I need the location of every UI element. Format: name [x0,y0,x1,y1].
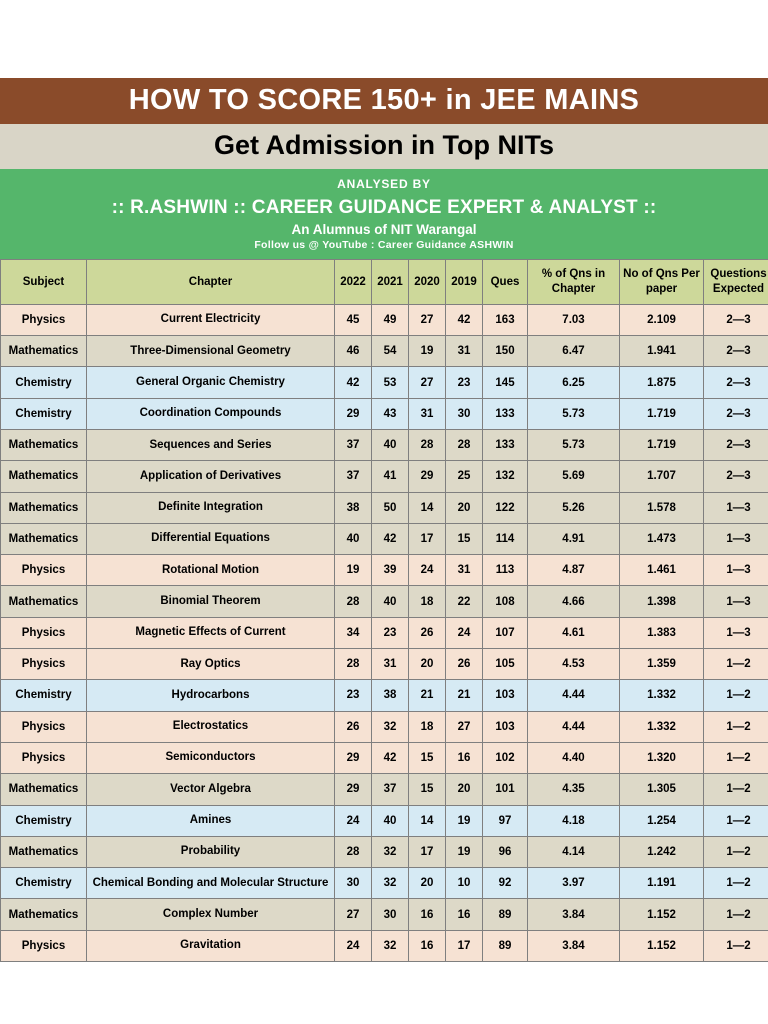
cell-2019: 15 [446,523,483,554]
cell-expected: 2—3 [704,398,768,429]
cell-2019: 25 [446,461,483,492]
cell-2020: 21 [409,680,446,711]
cell-2019: 21 [446,680,483,711]
cell-2021: 32 [372,836,409,867]
cell-percent: 4.40 [528,742,620,773]
table-row [1,304,768,335]
cell-ques: 133 [483,398,528,429]
column-header-2022: 2022 [335,259,372,304]
document-subtitle: Get Admission in Top NITs [0,124,768,168]
cell-2022: 29 [335,398,372,429]
cell-ques: 103 [483,711,528,742]
cell-2021: 40 [372,586,409,617]
cell-subject: Chemistry [1,398,87,429]
cell-2019: 19 [446,836,483,867]
cell-2019: 27 [446,711,483,742]
cell-per-paper: 1.332 [620,711,704,742]
cell-subject: Mathematics [1,523,87,554]
cell-2020: 17 [409,523,446,554]
table-row [1,774,768,805]
cell-subject: Chemistry [1,805,87,836]
cell-2021: 43 [372,398,409,429]
cell-per-paper: 1.254 [620,805,704,836]
alumnus-line: An Alumnus of NIT Warangal [291,221,477,237]
cell-subject: Mathematics [1,461,87,492]
cell-percent: 5.26 [528,492,620,523]
cell-2021: 38 [372,680,409,711]
cell-per-paper: 2.109 [620,304,704,335]
cell-chapter: Electrostatics [87,711,335,742]
cell-chapter: Chemical Bonding and Molecular Structure [87,868,335,899]
cell-2022: 29 [335,742,372,773]
cell-expected: 1—2 [704,774,768,805]
cell-chapter: Three-Dimensional Geometry [87,336,335,367]
cell-percent: 6.25 [528,367,620,398]
cell-chapter: Current Electricity [87,304,335,335]
cell-2022: 46 [335,336,372,367]
cell-2020: 16 [409,899,446,930]
cell-2020: 17 [409,836,446,867]
cell-subject: Chemistry [1,680,87,711]
cell-ques: 145 [483,367,528,398]
cell-chapter: Rotational Motion [87,555,335,586]
cell-per-paper: 1.383 [620,617,704,648]
cell-per-paper: 1.191 [620,868,704,899]
cell-2022: 37 [335,461,372,492]
cell-subject: Mathematics [1,429,87,460]
document-title: HOW TO SCORE 150+ in JEE MAINS [0,78,768,124]
cell-per-paper: 1.359 [620,649,704,680]
cell-2019: 20 [446,492,483,523]
cell-percent: 4.35 [528,774,620,805]
cell-percent: 6.47 [528,336,620,367]
cell-2022: 26 [335,711,372,742]
cell-subject: Physics [1,742,87,773]
cell-2022: 37 [335,429,372,460]
cell-2020: 15 [409,774,446,805]
cell-expected: 2—3 [704,429,768,460]
table-row [1,899,768,930]
cell-2021: 49 [372,304,409,335]
column-header-qns-per-paper: No of Qns Per paper [620,259,704,304]
table-row [1,398,768,429]
column-header-percent-qns: % of Qns in Chapter [528,259,620,304]
cell-chapter: Ray Optics [87,649,335,680]
cell-ques: 108 [483,586,528,617]
cell-chapter: Coordination Compounds [87,398,335,429]
cell-ques: 103 [483,680,528,711]
column-header-2019: 2019 [446,259,483,304]
cell-2021: 42 [372,742,409,773]
cell-2020: 26 [409,617,446,648]
cell-chapter: Magnetic Effects of Current [87,617,335,648]
cell-expected: 1—3 [704,523,768,554]
cell-2019: 28 [446,429,483,460]
cell-2021: 30 [372,899,409,930]
table-row [1,367,768,398]
top-margin [0,0,768,78]
cell-expected: 1—2 [704,836,768,867]
cell-2020: 28 [409,429,446,460]
cell-subject: Physics [1,711,87,742]
cell-2020: 20 [409,868,446,899]
cell-chapter: Gravitation [87,930,335,961]
cell-expected: 1—2 [704,930,768,961]
cell-ques: 101 [483,774,528,805]
cell-percent: 7.03 [528,304,620,335]
cell-ques: 150 [483,336,528,367]
cell-2021: 23 [372,617,409,648]
cell-ques: 97 [483,805,528,836]
cell-ques: 102 [483,742,528,773]
column-header-2020: 2020 [409,259,446,304]
cell-ques: 132 [483,461,528,492]
cell-chapter: Probability [87,836,335,867]
cell-2020: 29 [409,461,446,492]
cell-expected: 2—3 [704,304,768,335]
cell-per-paper: 1.578 [620,492,704,523]
cell-2022: 24 [335,930,372,961]
cell-2021: 41 [372,461,409,492]
cell-ques: 96 [483,836,528,867]
cell-per-paper: 1.461 [620,555,704,586]
cell-expected: 1—3 [704,617,768,648]
table-row [1,555,768,586]
table-body [1,304,768,961]
cell-ques: 114 [483,523,528,554]
cell-chapter: Binomial Theorem [87,586,335,617]
cell-per-paper: 1.707 [620,461,704,492]
cell-expected: 2—3 [704,367,768,398]
cell-per-paper: 1.719 [620,429,704,460]
cell-2021: 54 [372,336,409,367]
cell-percent: 5.69 [528,461,620,492]
table-row [1,680,768,711]
cell-percent: 4.53 [528,649,620,680]
cell-2022: 40 [335,523,372,554]
cell-percent: 4.44 [528,711,620,742]
cell-2019: 30 [446,398,483,429]
cell-ques: 107 [483,617,528,648]
cell-2022: 28 [335,649,372,680]
cell-subject: Physics [1,930,87,961]
cell-percent: 3.97 [528,868,620,899]
cell-subject: Mathematics [1,336,87,367]
cell-2019: 16 [446,899,483,930]
cell-chapter: Amines [87,805,335,836]
cell-chapter: Application of Derivatives [87,461,335,492]
analysed-by-label: ANALYSED BY [337,176,431,191]
cell-expected: 1—2 [704,868,768,899]
cell-chapter: Semiconductors [87,742,335,773]
cell-percent: 3.84 [528,930,620,961]
cell-percent: 4.66 [528,586,620,617]
credits-banner [0,169,768,259]
chapter-weightage-table [0,259,768,962]
cell-per-paper: 1.242 [620,836,704,867]
cell-2019: 10 [446,868,483,899]
cell-subject: Chemistry [1,367,87,398]
cell-2022: 19 [335,555,372,586]
cell-2022: 27 [335,899,372,930]
cell-2022: 29 [335,774,372,805]
cell-2022: 28 [335,586,372,617]
cell-2019: 31 [446,336,483,367]
cell-chapter: Definite Integration [87,492,335,523]
table-row [1,586,768,617]
cell-per-paper: 1.719 [620,398,704,429]
cell-per-paper: 1.320 [620,742,704,773]
table-row [1,742,768,773]
cell-2021: 37 [372,774,409,805]
cell-per-paper: 1.332 [620,680,704,711]
table-row [1,805,768,836]
cell-2020: 15 [409,742,446,773]
cell-chapter: Sequences and Series [87,429,335,460]
cell-2021: 32 [372,930,409,961]
cell-2019: 42 [446,304,483,335]
cell-2020: 27 [409,304,446,335]
cell-ques: 133 [483,429,528,460]
column-header-questions-expected: Questions Expected [704,259,768,304]
cell-2021: 50 [372,492,409,523]
cell-expected: 2—3 [704,461,768,492]
cell-2021: 42 [372,523,409,554]
table-row [1,492,768,523]
cell-2020: 19 [409,336,446,367]
table-row [1,836,768,867]
cell-expected: 1—3 [704,492,768,523]
cell-2022: 45 [335,304,372,335]
cell-2019: 24 [446,617,483,648]
cell-2022: 23 [335,680,372,711]
column-header-ques: Ques [483,259,528,304]
table-header-row [1,259,768,304]
cell-chapter: General Organic Chemistry [87,367,335,398]
table-row [1,429,768,460]
cell-2021: 53 [372,367,409,398]
cell-ques: 122 [483,492,528,523]
cell-expected: 1—2 [704,649,768,680]
cell-2021: 39 [372,555,409,586]
cell-expected: 1—2 [704,899,768,930]
cell-per-paper: 1.941 [620,336,704,367]
cell-per-paper: 1.305 [620,774,704,805]
cell-2019: 26 [446,649,483,680]
cell-2020: 24 [409,555,446,586]
cell-2021: 31 [372,649,409,680]
cell-2020: 31 [409,398,446,429]
follow-line: Follow us @ YouTube : Career Guidance ASHWIN [254,238,514,251]
cell-2021: 40 [372,429,409,460]
cell-chapter: Vector Algebra [87,774,335,805]
cell-ques: 113 [483,555,528,586]
cell-expected: 1—2 [704,680,768,711]
cell-2020: 20 [409,649,446,680]
cell-per-paper: 1.875 [620,367,704,398]
cell-subject: Mathematics [1,899,87,930]
cell-percent: 4.18 [528,805,620,836]
cell-2020: 16 [409,930,446,961]
cell-2022: 42 [335,367,372,398]
cell-2021: 32 [372,711,409,742]
column-header-subject: Subject [1,259,87,304]
cell-per-paper: 1.152 [620,930,704,961]
cell-2020: 18 [409,711,446,742]
cell-2022: 30 [335,868,372,899]
cell-expected: 2—3 [704,336,768,367]
cell-per-paper: 1.398 [620,586,704,617]
cell-2021: 40 [372,805,409,836]
table-row [1,711,768,742]
cell-percent: 5.73 [528,398,620,429]
cell-2020: 14 [409,805,446,836]
column-header-chapter: Chapter [87,259,335,304]
cell-ques: 105 [483,649,528,680]
table-row [1,868,768,899]
cell-per-paper: 1.152 [620,899,704,930]
cell-subject: Chemistry [1,868,87,899]
column-header-2021: 2021 [372,259,409,304]
cell-2019: 22 [446,586,483,617]
cell-2019: 31 [446,555,483,586]
cell-subject: Mathematics [1,586,87,617]
cell-2019: 17 [446,930,483,961]
cell-subject: Mathematics [1,492,87,523]
cell-subject: Physics [1,649,87,680]
table-row [1,617,768,648]
cell-ques: 89 [483,930,528,961]
cell-subject: Physics [1,617,87,648]
cell-subject: Mathematics [1,836,87,867]
cell-2021: 32 [372,868,409,899]
cell-2022: 28 [335,836,372,867]
cell-chapter: Hydrocarbons [87,680,335,711]
cell-percent: 4.44 [528,680,620,711]
cell-2022: 38 [335,492,372,523]
cell-percent: 4.14 [528,836,620,867]
cell-2022: 34 [335,617,372,648]
cell-subject: Mathematics [1,774,87,805]
cell-2019: 23 [446,367,483,398]
cell-percent: 3.84 [528,899,620,930]
cell-expected: 1—2 [704,711,768,742]
cell-expected: 1—3 [704,586,768,617]
cell-2019: 16 [446,742,483,773]
cell-chapter: Complex Number [87,899,335,930]
table-row [1,336,768,367]
cell-2022: 24 [335,805,372,836]
cell-percent: 4.61 [528,617,620,648]
cell-2019: 20 [446,774,483,805]
table-row [1,930,768,961]
cell-2019: 19 [446,805,483,836]
cell-2020: 18 [409,586,446,617]
cell-expected: 1—3 [704,555,768,586]
cell-ques: 163 [483,304,528,335]
cell-percent: 4.91 [528,523,620,554]
cell-2020: 27 [409,367,446,398]
cell-chapter: Differential Equations [87,523,335,554]
cell-expected: 1—2 [704,805,768,836]
table-row [1,461,768,492]
cell-ques: 89 [483,899,528,930]
cell-percent: 4.87 [528,555,620,586]
cell-2020: 14 [409,492,446,523]
expert-name-line: :: R.ASHWIN :: CAREER GUIDANCE EXPERT & ANALYST :: [111,196,657,218]
cell-expected: 1—2 [704,742,768,773]
cell-subject: Physics [1,304,87,335]
cell-ques: 92 [483,868,528,899]
cell-subject: Physics [1,555,87,586]
cell-per-paper: 1.473 [620,523,704,554]
cell-percent: 5.73 [528,429,620,460]
table-row [1,523,768,554]
table-row [1,649,768,680]
